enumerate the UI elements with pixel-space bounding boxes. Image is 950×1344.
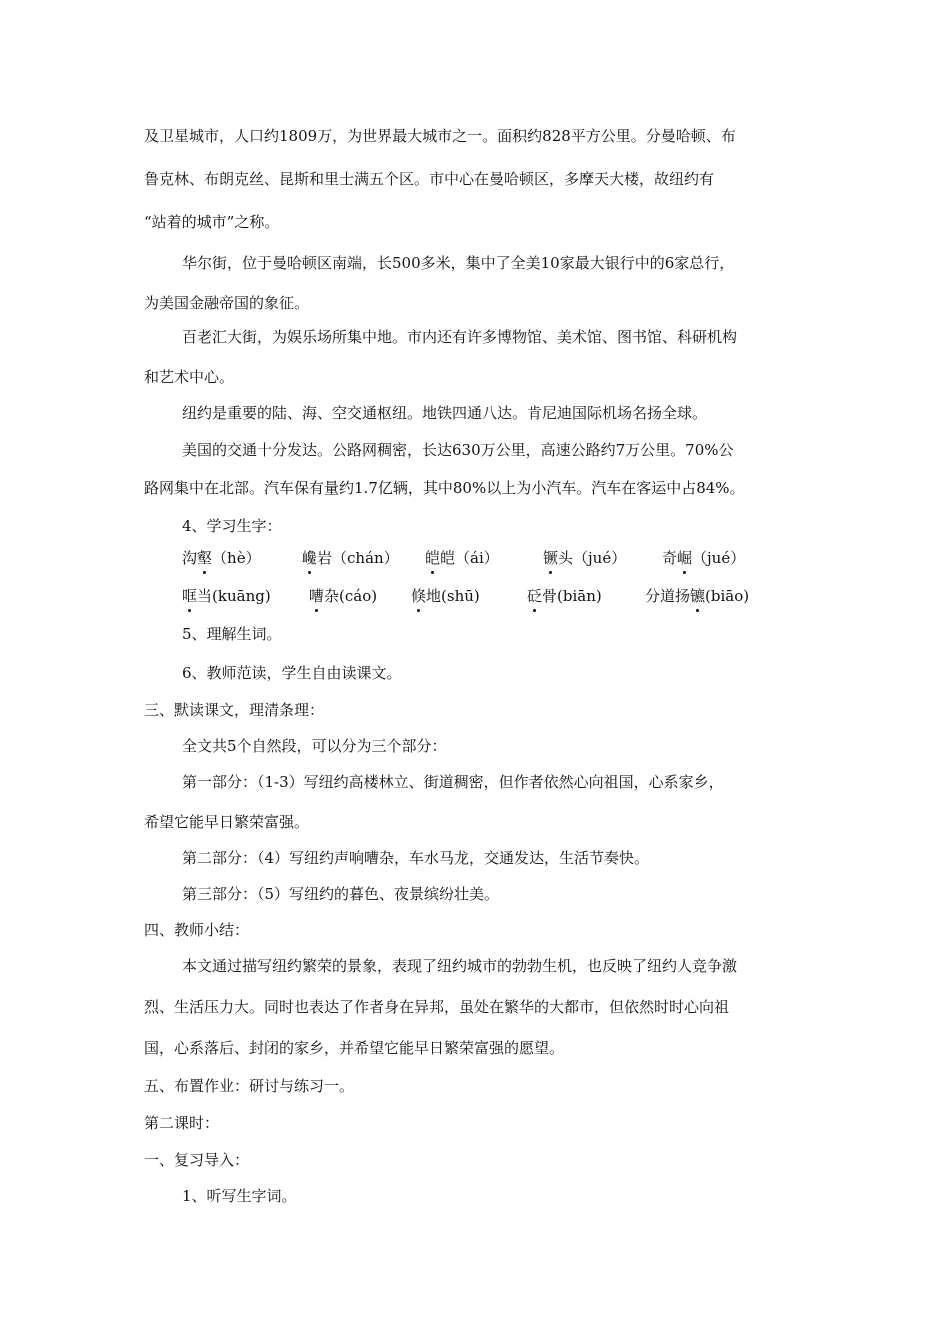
body-line: 1、听写生字词。 [182, 1187, 297, 1205]
body-line: 及卫星城市，人口约1809万，为世界最大城市之一。面积约828平方公里。分曼哈顿、布 [144, 127, 736, 145]
vocab-item: 奇崛（jué） [662, 549, 746, 567]
section-heading: 第二课时： [144, 1114, 220, 1132]
section-heading: 四、教师小结： [144, 921, 250, 939]
vocab-item: 巉岩（chán） [302, 549, 399, 567]
body-line: “站着的城市”之称。 [144, 213, 280, 231]
vocab-item: 倏地(shū) [411, 587, 480, 605]
body-line: 全文共5个自然段，可以分为三个部分： [182, 737, 447, 755]
body-line: 第一部分：（1-3）写纽约高楼林立、街道稠密，但作者依然心向祖国，心系家乡， [182, 773, 724, 791]
section-heading: 一、复习导入： [144, 1151, 250, 1169]
body-line: 第三部分：（5）写纽约的暮色、夜景缤纷壮美。 [182, 885, 500, 903]
body-line: 6、教师范读，学生自由读课文。 [182, 664, 402, 682]
section-heading: 五、布置作业：研讨与练习一。 [144, 1077, 355, 1095]
body-line: 美国的交通十分发达。公路网稠密，长达630万公里，高速公路约7万公里。70%公 [182, 441, 734, 459]
body-line: 希望它能早日繁荣富强。 [144, 813, 310, 831]
body-line: 为美国金融帝国的象征。 [144, 294, 310, 312]
body-line: 本文通过描写纽约繁荣的景象，表现了纽约城市的勃勃生机，也反映了纽约人竞争激 [182, 957, 738, 975]
body-line: 和艺术中心。 [144, 368, 235, 386]
body-line: 华尔街，位于曼哈顿区南端，长500多米，集中了全美10家最大银行中的6家总行， [182, 254, 735, 272]
vocab-item: 哐当(kuāng) [182, 587, 271, 605]
vocab-item: 分道扬镳(biāo) [645, 587, 750, 605]
body-line: 路网集中在北部。汽车保有量约1.7亿辆，其中80%以上为小汽车。汽车在客运中占84%。 [144, 479, 745, 497]
body-line: 5、理解生词。 [182, 625, 282, 643]
vocab-item: 镢头（jué） [543, 549, 627, 567]
vocab-item: 嘈杂(cáo) [309, 587, 378, 605]
body-line: 纽约是重要的陆、海、空交通枢纽。地铁四通八达。肯尼迪国际机场名扬全球。 [182, 404, 708, 422]
body-line: 百老汇大街，为娱乐场所集中地。市内还有许多博物馆、美术馆、图书馆、科研机构 [182, 328, 738, 346]
body-line: 烈、生活压力大。同时也表达了作者身在异邦，虽处在繁华的大都市，但依然时时心向祖 [144, 998, 730, 1016]
vocab-item: 皑皑（ái） [425, 549, 499, 567]
body-line: 国，心系落后、封闭的家乡，并希望它能早日繁荣富强的愿望。 [144, 1039, 565, 1057]
section-heading: 三、默读课文，理清条理： [144, 701, 325, 719]
section-heading: 4、学习生字： [182, 517, 282, 535]
body-line: 鲁克林、布朗克丝、昆斯和里士满五个区。市中心在曼哈顿区，多摩天大楼，故纽约有 [144, 170, 715, 188]
vocab-item: 沟壑（hè） [182, 549, 261, 567]
vocab-item: 砭骨(biān) [527, 587, 602, 605]
body-line: 第二部分：（4）写纽约声响嘈杂，车水马龙，交通发达，生活节奏快。 [182, 849, 650, 867]
